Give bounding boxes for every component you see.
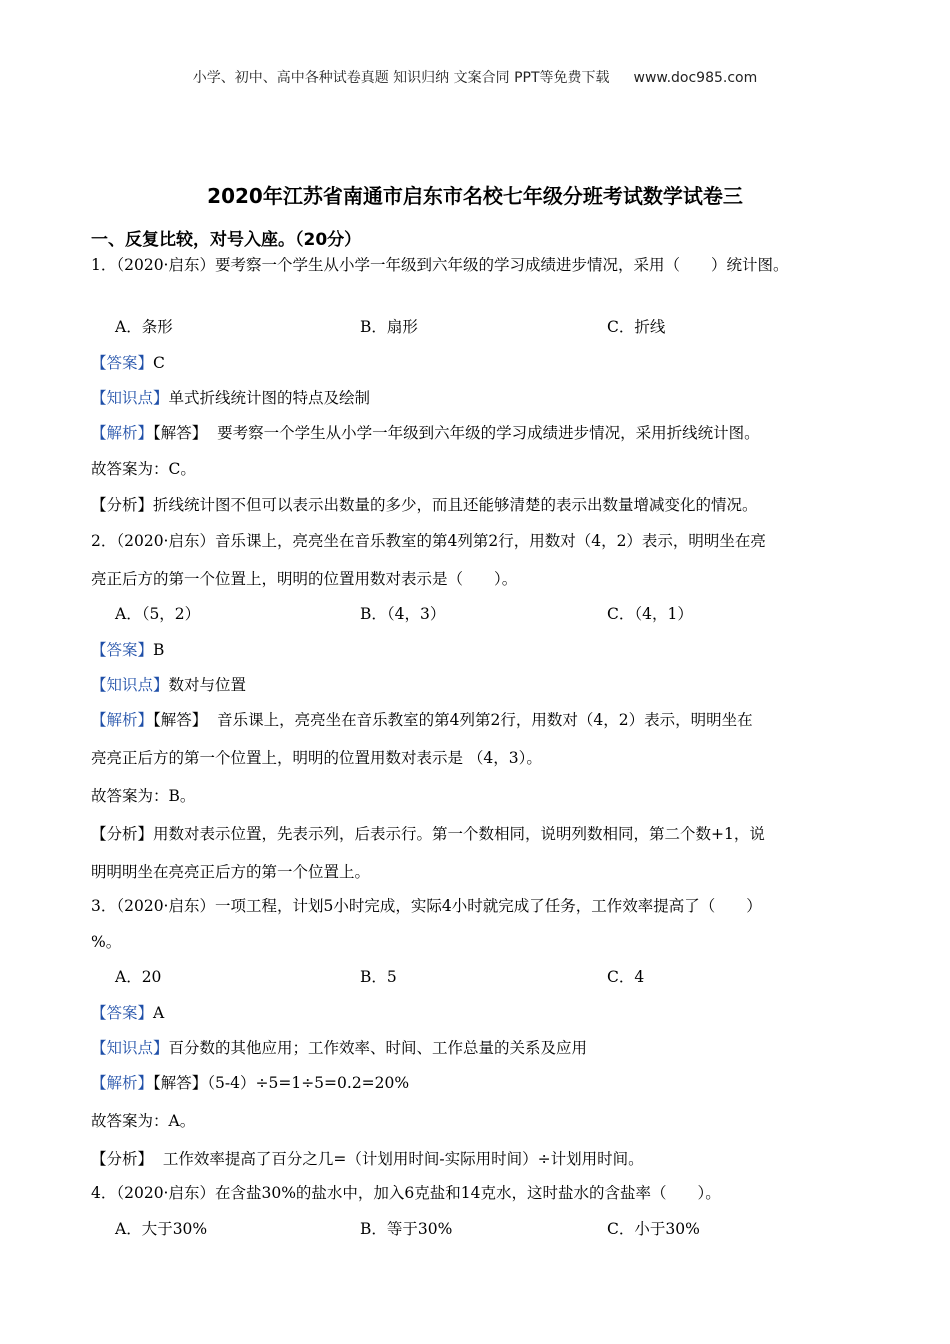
answer-line bbox=[91, 1003, 871, 1023]
solution-tag: 【解答】 bbox=[153, 424, 208, 442]
explain-text: 工作效率提高了百分之几=（计划用时间-实际用时间）÷计划用时间。 bbox=[162, 1150, 644, 1168]
solution-tag: 【解答】 bbox=[153, 711, 208, 729]
option-a: A．（5，2） bbox=[115, 605, 201, 623]
option-b: B．等于30% bbox=[360, 1220, 453, 1238]
explain-line bbox=[91, 824, 871, 844]
knowledge-tag: 【知识点】 bbox=[91, 676, 169, 694]
explain-tag: 【分析】 bbox=[91, 1150, 154, 1168]
option-b: B．5 bbox=[360, 968, 397, 986]
question-stem-cont: 亮正后方的第一个位置上，明明的位置用数对表示是（ ）。 bbox=[91, 570, 518, 588]
document-body bbox=[91, 230, 871, 1239]
answer-value: A bbox=[153, 1004, 165, 1022]
knowledge-line bbox=[91, 388, 871, 408]
analysis-text: （5-4）÷5=1÷5=0.2=20% bbox=[207, 1074, 410, 1092]
option-a: A．条形 bbox=[115, 318, 173, 336]
question-2 bbox=[91, 531, 871, 882]
answer-tag: 【答案】 bbox=[91, 1004, 154, 1022]
question-stem-cont: %。 bbox=[91, 933, 122, 951]
option-c: C．（4，1） bbox=[607, 605, 693, 623]
option-a: A．大于30% bbox=[115, 1220, 208, 1238]
option-row bbox=[91, 967, 871, 987]
explain-line-cont: 明明明坐在亮亮正后方的第一个位置上。 bbox=[91, 863, 371, 881]
site-header-text: 小学、初中、高中各种试卷真题 知识归纳 文案合同 PPT等免费下载 bbox=[192, 70, 610, 86]
answer-line bbox=[91, 353, 871, 373]
analysis-text: 音乐课上，亮亮坐在音乐教室的第4列第2行，用数对（4，2）表示，明明坐在 bbox=[217, 711, 753, 729]
explain-line bbox=[91, 495, 871, 515]
document-title: 2020年江苏省南通市启东市名校七年级分班考试数学试卷三 bbox=[207, 184, 743, 208]
knowledge-tag: 【知识点】 bbox=[91, 1039, 169, 1057]
question-1 bbox=[91, 255, 871, 515]
question-4 bbox=[91, 1183, 871, 1239]
analysis-line bbox=[91, 1073, 871, 1093]
explain-tag: 【分析】 bbox=[91, 496, 154, 514]
answer-tag: 【答案】 bbox=[91, 641, 154, 659]
option-c: C．折线 bbox=[607, 318, 666, 336]
option-c: C．小于30% bbox=[607, 1220, 700, 1238]
section-heading: 一、反复比较，对号入座。（20分） bbox=[91, 230, 362, 250]
explain-line bbox=[91, 1149, 871, 1169]
analysis-tag: 【解析】 bbox=[91, 424, 154, 442]
solution-tag: 【解答】 bbox=[153, 1074, 208, 1092]
knowledge-text: 单式折线统计图的特点及绘制 bbox=[168, 389, 371, 407]
question-stem: 4．（2020·启东）在含盐30%的盐水中，加入6克盐和14克水，这时盐水的含盐率（ ）。 bbox=[91, 1184, 721, 1202]
knowledge-text: 百分数的其他应用；工作效率、时间、工作总量的关系及应用 bbox=[168, 1039, 588, 1057]
knowledge-line bbox=[91, 1038, 871, 1058]
option-row bbox=[91, 604, 871, 624]
site-url-link[interactable]: www.doc985.com bbox=[633, 70, 758, 86]
conclusion-line: 故答案为：A。 bbox=[91, 1112, 196, 1130]
answer-tag: 【答案】 bbox=[91, 354, 154, 372]
option-b: B．扇形 bbox=[360, 318, 418, 336]
answer-line bbox=[91, 640, 871, 660]
knowledge-tag: 【知识点】 bbox=[91, 389, 169, 407]
analysis-text: 要考察一个学生从小学一年级到六年级的学习成绩进步情况，采用折线统计图。 bbox=[217, 424, 760, 442]
question-stem: 2．（2020·启东）音乐课上，亮亮坐在音乐教室的第4列第2行，用数对（4，2）表示，明明坐在亮 bbox=[91, 532, 766, 550]
option-row bbox=[91, 1219, 871, 1239]
question-stem: 3．（2020·启东）一项工程，计划5小时完成，实际4小时就完成了任务，工作效率提高了（ ） bbox=[91, 897, 762, 915]
explain-tag: 【分析】 bbox=[91, 825, 154, 843]
conclusion-line: 故答案为：B。 bbox=[91, 787, 196, 805]
option-c: C．4 bbox=[607, 968, 645, 986]
option-a: A．20 bbox=[115, 968, 162, 986]
site-header bbox=[0, 67, 950, 87]
explain-text: 折线统计图不但可以表示出数量的多少，而且还能够清楚的表示出数量增减变化的情况。 bbox=[153, 496, 758, 514]
question-stem: 1．（2020·启东）要考察一个学生从小学一年级到六年级的学习成绩进步情况，采用（ ）统计图。 bbox=[91, 256, 789, 274]
option-row bbox=[91, 317, 871, 337]
answer-value: C bbox=[153, 354, 165, 372]
conclusion-line: 故答案为：C。 bbox=[91, 460, 196, 478]
explain-text: 用数对表示位置，先表示列，后表示行。第一个数相同，说明列数相同，第二个数+1，说 bbox=[153, 825, 765, 843]
option-b: B．（4，3） bbox=[360, 605, 446, 623]
analysis-line bbox=[91, 423, 871, 443]
analysis-line-cont: 亮亮正后方的第一个位置上，明明的位置用数对表示是 （4，3）。 bbox=[91, 749, 542, 767]
analysis-tag: 【解析】 bbox=[91, 711, 154, 729]
analysis-tag: 【解析】 bbox=[91, 1074, 154, 1092]
analysis-line bbox=[91, 710, 871, 730]
question-3 bbox=[91, 896, 871, 1169]
answer-value: B bbox=[153, 641, 165, 659]
knowledge-line bbox=[91, 675, 871, 695]
knowledge-text: 数对与位置 bbox=[168, 676, 247, 694]
